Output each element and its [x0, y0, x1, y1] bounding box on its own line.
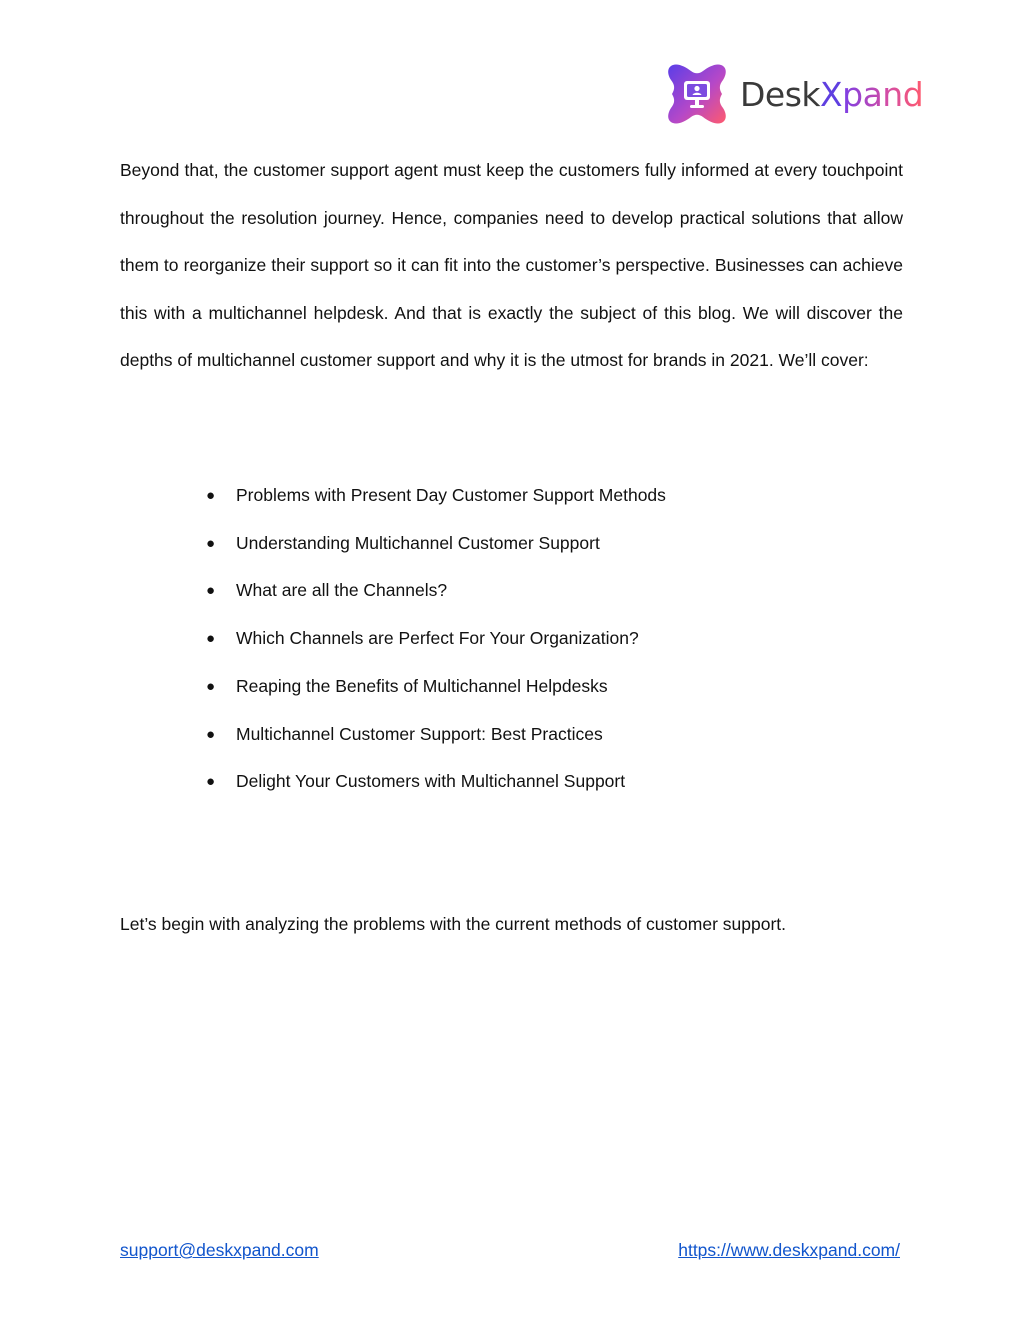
bullet-icon: ●	[206, 725, 216, 743]
closing-paragraph: Let’s begin with analyzing the problems with the current methods of customer support.	[120, 914, 786, 934]
website-link[interactable]: https://www.deskxpand.com/	[678, 1240, 900, 1260]
deskxpand-logo-icon	[664, 61, 730, 127]
list-item-text: Which Channels are Perfect For Your Organization?	[236, 628, 639, 649]
intro-paragraph: Beyond that, the customer support agent must keep the customers fully informed at every touchpoint throughout the resolution journey. Hence, companies need to develop practical solutions that allow them to reorganize their support so it can fit into the customer’s perspective. Businesses can achieve this with a multichannel helpdesk. And that is exactly the subject of this blog. We will discover the depths of multichannel customer support and why it is the utmost for brands in 2021. We’ll cover:	[120, 160, 903, 371]
topics-list	[200, 472, 900, 806]
bullet-icon: ●	[206, 677, 216, 695]
deskxpand-logo	[664, 60, 923, 128]
list-item	[200, 615, 900, 663]
list-item	[200, 711, 900, 759]
bullet-icon: ●	[206, 534, 216, 552]
list-item-text: What are all the Channels?	[236, 580, 448, 601]
list-item-text: Problems with Present Day Customer Support Methods	[236, 485, 666, 505]
bullet-icon: ●	[206, 773, 216, 791]
list-item-text: Reaping the Benefits of Multichannel Helpdesks	[236, 675, 608, 696]
list-item	[200, 663, 900, 711]
list-item-text: Understanding Multichannel Customer Support	[236, 532, 600, 553]
list-item	[200, 758, 900, 806]
deskxpand-wordmark	[740, 74, 924, 114]
bullet-icon: ●	[206, 487, 216, 504]
logo-text-x: X	[820, 74, 843, 114]
list-item-text: Multichannel Customer Support: Best Practices	[236, 723, 603, 744]
list-item	[200, 520, 900, 568]
bullet-icon: ●	[206, 630, 216, 648]
list-item	[200, 567, 900, 615]
list-item	[200, 472, 900, 520]
logo-text-pand: pand	[842, 74, 924, 114]
support-email-link[interactable]: support@deskxpand.com	[120, 1240, 319, 1260]
logo-text-desk: Desk	[740, 74, 821, 114]
bullet-icon: ●	[206, 582, 216, 600]
list-item-text: Delight Your Customers with Multichannel Support	[236, 771, 626, 792]
